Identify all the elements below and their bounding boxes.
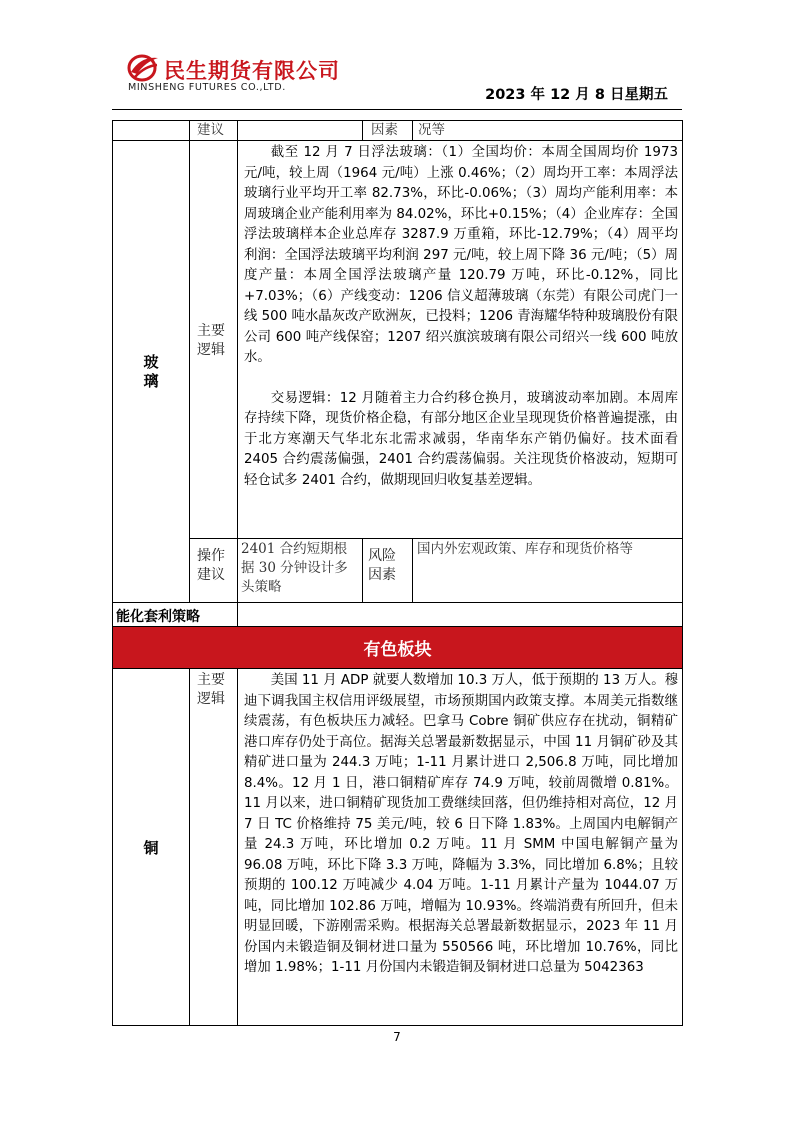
glass-op-value: 2401 合约短期根据 30 分钟设计多头策略	[238, 539, 363, 603]
header-divider	[112, 109, 682, 110]
prev-row-factor-value: 况等	[413, 121, 683, 141]
energy-strategy-content	[238, 603, 683, 627]
page-header	[0, 0, 794, 120]
glass-risk-value: 国内外宏观政策、库存和现货价格等	[413, 539, 683, 603]
energy-strategy-title: 能化套利策略	[113, 603, 238, 627]
prev-row-factor-label: 因素	[363, 121, 413, 141]
glass-logic-paragraph-2: 交易逻辑：12 月随着主力合约移仓换月，玻璃波动率加剧。本周库存持续下降，现货价格企稳，有部分地区企业呈现现货价格普遍提涨，由于北方寒潮天气华北东北需求减弱，华南华东产销仍偏好。技术面看 2405 合约震荡偏强，2401 合约震荡偏弱。关注现货价格波动，短期可轻仓试多 2401 合约，做期现回归收复基差逻辑。	[244, 390, 678, 488]
copper-logic-text	[238, 669, 683, 1026]
prev-row-blank	[113, 121, 190, 141]
copper-logic-row	[113, 669, 683, 1026]
glass-logic-label: 主要 逻辑	[190, 141, 238, 539]
glass-category: 玻 璃	[113, 141, 190, 603]
copper-logic-label: 主要 逻辑	[190, 669, 238, 1026]
prev-row	[113, 121, 683, 141]
prev-row-label: 建议	[190, 121, 238, 141]
copper-logic-paragraph: 美国 11 月 ADP 就要人数增加 10.3 万人，低于预期的 13 万人。穆迪下调我国主权信用评级展望，市场预期国内政策支撑。本周美元指数继续震荡，有色板块压力减轻。巴拿马 Cobre 铜矿供应存在扰动，铜精矿港口库存仍处于高位。据海关总署最新数据显示，中国 11 月铜矿砂及其精矿进口量为 244.3 万吨；1-11 月累计进口 2,506.8 万吨，同比增加 8.4%。12 月 1 日，港口铜精矿库存 74.9 万吨，较前周微增 0.81%。11 月以来，进口铜精矿现货加工费继续回落，但仍维持相对高位，12 月 7 日 TC 价格维持 75 美元/吨，较 6 日下降 1.83%。上周国内电解铜产量 24.3 万吨，环比增加 0.2 万吨。11 月 SMM 中国电解铜产量为 96.08 万吨，环比下降 3.3 万吨，降幅为 3.3%，同比增加 6.8%；且较预期的 100.12 万吨减少 4.04 万吨。1-11 月累计产量为 1044.07 万吨，同比增加 102.86 万吨，增幅为 10.93%。终端消费有所回升，但未明显回暖，下游刚需采购。根据海关总署最新数据显示，2023 年 11 月份国内未锻造铜及铜材进口量为 550566 吨，环比增加 10.76%，同比增加 1.98%；1-11 月份国内未锻造铜及铜材进口总量为 5042363	[244, 673, 678, 975]
company-logo	[127, 52, 161, 82]
prev-row-value	[238, 121, 363, 141]
energy-strategy-row	[113, 603, 683, 627]
page-number: 7	[393, 1030, 401, 1044]
glass-logic-text	[238, 141, 683, 539]
minsheng-logo-icon	[127, 52, 161, 82]
glass-logic-row	[113, 141, 683, 539]
nonferrous-section-row	[113, 627, 683, 669]
copper-category: 铜	[113, 669, 190, 1026]
company-name-en: MINSHENG FUTURES CO.,LTD.	[128, 82, 286, 93]
glass-logic-paragraph-1: 截至 12 月 7 日浮法玻璃：（1）全国均价：本周全国周均价 1973 元/吨，较上周（1964 元/吨）上涨 0.46%；（2）周均开工率：本周浮法玻璃行业平均开工率 82.73%，环比-0.06%；（3）周均产能利用率：本周玻璃企业产能利用率为 84.02%，环比+0.15%；（4）企业库存：全国浮法玻璃样本企业总库存 3287.9 万重箱，环比-12.79%；（4）周平均利润：全国浮法玻璃平均利润 297 元/吨，较上周下降 36 元/吨；（5）周度产量：本周全国浮法玻璃产量 120.79 万吨，环比-0.12%，同比+7.03%；（6）产线变动：1206 信义超薄玻璃（东莞）有限公司虎门一线 500 吨水晶灰改产欧洲灰，已投料；1206 青海耀华特种玻璃股份有限公司 600 吨产线保窑；1207 绍兴旗滨玻璃有限公司绍兴一线 600 吨放水。	[244, 145, 678, 365]
nonferrous-section-title: 有色板块	[113, 627, 683, 669]
report-date: 2023 年 12 月 8 日星期五	[485, 87, 668, 103]
glass-risk-label: 风险 因素	[363, 539, 413, 603]
glass-operation-row	[113, 539, 683, 603]
company-name-cn: 民生期货有限公司	[164, 59, 340, 83]
report-table	[112, 120, 683, 1026]
glass-op-label: 操作 建议	[190, 539, 238, 603]
